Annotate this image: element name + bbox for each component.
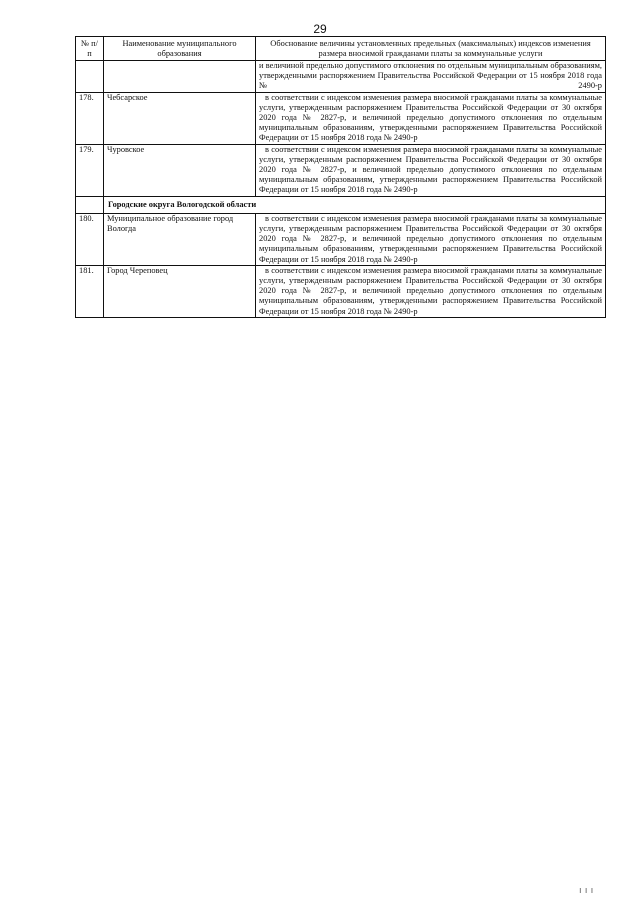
cell-number: 181.: [76, 265, 104, 317]
table-row: [76, 92, 606, 144]
cell-number: [76, 196, 104, 213]
cell-municipality: Чебсарское: [104, 92, 256, 144]
cell-municipality: Муниципальное образование город Вологда: [104, 213, 256, 265]
header-basis: Обоснование величины установленных предельных (максимальных) индексов изменения размера вносимой гражданами платы за коммунальные услуги: [256, 37, 606, 61]
section-title: Городские округа Вологодской области: [104, 196, 606, 213]
basis-text: в соответствии с индексом изменения размера вносимой гражданами платы за коммунальные услуги, утвержденным распоряжением Правительства Российской Федерации от 30 октября 2020 года № 2827-р, и величиной предельно допустимого отклонения по отдельным муниципальным образованиям, утвержденными распоряжением Правительства Российской Федерации от 15 ноября 2018 года № 2490-р: [259, 144, 602, 195]
cell-number: 179.: [76, 144, 104, 196]
cell-municipality: [104, 61, 256, 93]
table-row: [76, 213, 606, 265]
cell-basis: [256, 61, 606, 93]
table-row: [76, 265, 606, 317]
section-row: [76, 196, 606, 213]
table-row: [76, 144, 606, 196]
cell-number: 180.: [76, 213, 104, 265]
header-municipality: Наименование муниципального образования: [104, 37, 256, 61]
basis-text: в соответствии с индексом изменения размера вносимой гражданами платы за коммунальные услуги, утвержденным распоряжением Правительства Российской Федерации от 30 октября 2020 года № 2827-р, и величиной предельно допустимого отклонения по отдельным муниципальным образованиям, утвержденными распоряжением Правительства Российской Федерации от 15 ноября 2018 года № 2490-р: [259, 265, 602, 316]
cell-basis: [256, 213, 606, 265]
basis-text: в соответствии с индексом изменения размера вносимой гражданами платы за коммунальные услуги, утвержденным распоряжением Правительства Российской Федерации от 30 октября 2020 года № 2827-р, и величиной предельно допустимого отклонения по отдельным муниципальным образованиям, утвержденными распоряжением Правительства Российской Федерации от 15 ноября 2018 года № 2490-р: [259, 92, 602, 143]
table-header-row: [76, 37, 606, 61]
header-number: № п/п: [76, 37, 104, 61]
table-row-continuation: [76, 61, 606, 93]
cell-basis: [256, 92, 606, 144]
cell-number: 178.: [76, 92, 104, 144]
cell-basis: [256, 144, 606, 196]
basis-text: и величиной предельно допустимого отклонения по отдельным муниципальным образованиям, утвержденными распоряжением Правительства Российской Федерации от 15 ноября 2018 года № 2490-р: [259, 61, 602, 91]
index-table: [75, 36, 606, 318]
cell-municipality: Чуровское: [104, 144, 256, 196]
cell-municipality: Город Череповец: [104, 265, 256, 317]
cell-basis: [256, 265, 606, 317]
corner-mark: I I I: [579, 888, 594, 895]
basis-text: в соответствии с индексом изменения размера вносимой гражданами платы за коммунальные услуги, утвержденным распоряжением Правительства Российской Федерации от 30 октября 2020 года № 2827-р, и величиной предельно допустимого отклонения по отдельным муниципальным образованиям, утвержденными распоряжением Правительства Российской Федерации от 15 ноября 2018 года № 2490-р: [259, 213, 602, 264]
cell-number: [76, 61, 104, 93]
page-number: 29: [313, 22, 327, 36]
